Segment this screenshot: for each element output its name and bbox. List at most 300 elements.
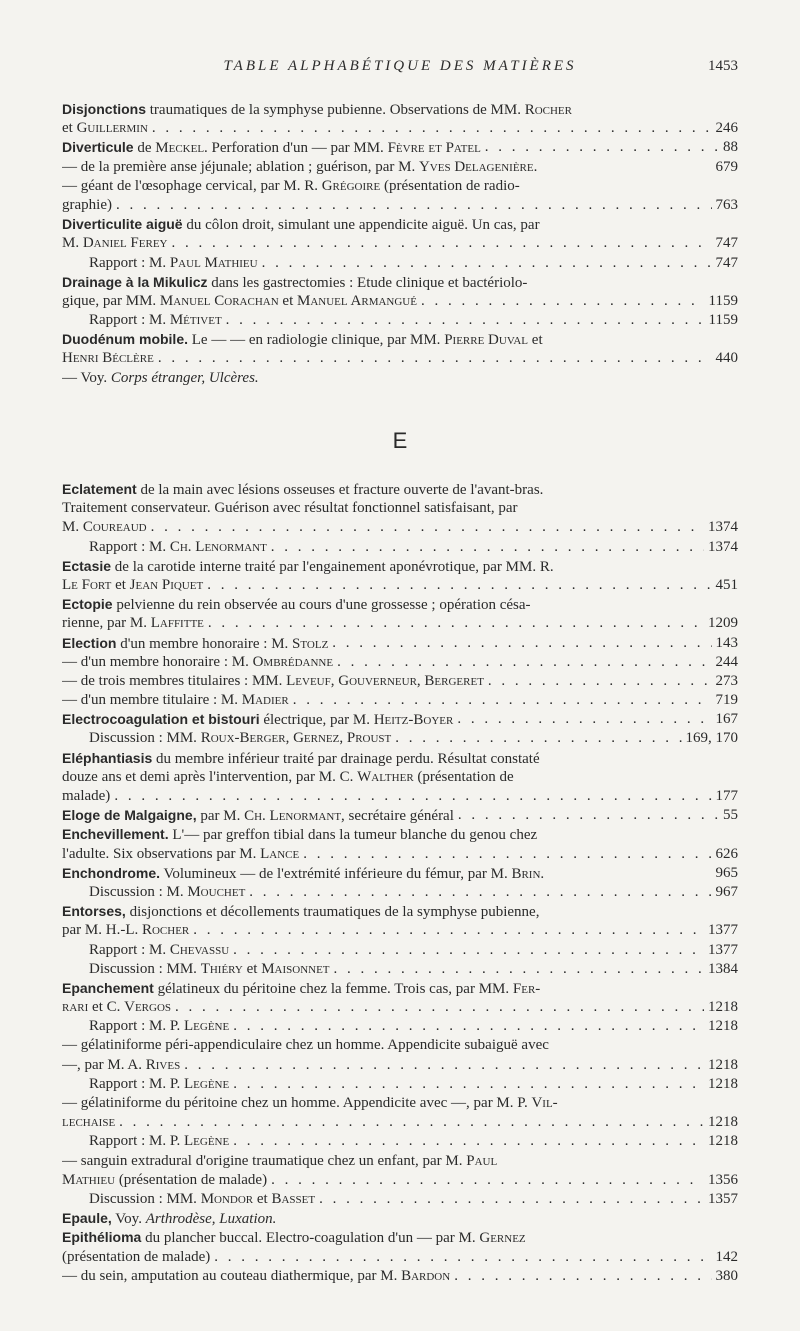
author-name: Madier (241, 692, 289, 709)
entry-body: et (62, 120, 77, 137)
entry-text (62, 349, 154, 368)
entry-body: Discussion : M. (89, 883, 188, 900)
leader-dots (421, 292, 705, 311)
page-reference: 451 (715, 576, 738, 593)
author-name: Fèvre et Patel (387, 140, 481, 157)
entry-text (62, 1094, 558, 1113)
author-name: Vergos (124, 999, 172, 1016)
entry-body: par M. H.-L. (62, 922, 142, 939)
leader-dots (303, 845, 711, 864)
entry-text (89, 1132, 229, 1151)
entry-body: et (111, 576, 130, 593)
entry-body: Traitement conservateur. Guérison avec résultat fonctionnel satisfaisant, par (62, 500, 518, 517)
leader-dots (293, 691, 712, 710)
author-name: Basset (271, 1190, 316, 1207)
index-entry-line (62, 1017, 738, 1036)
author-name: Walther (357, 768, 414, 785)
entry-body: Discussion : MM. (89, 730, 201, 747)
entry-text (62, 749, 540, 768)
author-name: Daniel Ferey (82, 235, 168, 252)
entry-body: — d'un membre titulaire : M. (62, 692, 242, 709)
entry-heading: Epithélioma (62, 1229, 142, 1246)
entry-body: , secrétaire général (341, 808, 454, 825)
page-reference: 1218 (708, 1056, 738, 1073)
index-block-e (62, 480, 738, 1286)
entry-body: dans les gastrectomies : Etude clinique et bactériolo- (207, 274, 528, 291)
entry-heading: Ectasie (62, 557, 112, 574)
page-reference: 1377 (708, 922, 738, 939)
entry-body: du membre inférieur traité par drainage perdu. Résultat constaté (152, 750, 540, 767)
index-entry-line (62, 1171, 738, 1190)
page-reference: 747 (715, 254, 738, 271)
index-entry-line (62, 979, 738, 998)
leader-dots (152, 119, 712, 138)
page-reference: 679 (715, 158, 738, 175)
leader-dots (337, 653, 711, 672)
entry-body: — du sein, amputation au couteau diathermique, par M. (62, 1267, 402, 1284)
index-entry-line (62, 653, 738, 672)
index-entry-line (62, 1094, 738, 1113)
entry-heading: Ectopie (62, 596, 113, 613)
author-name: Paul (466, 1152, 498, 1169)
page-reference: 1159 (708, 292, 738, 309)
entry-text (62, 1267, 450, 1286)
leader-dots (158, 349, 712, 368)
index-entry-line (62, 234, 738, 253)
entry-text (62, 1248, 210, 1267)
entry-body: Discussion : MM. (89, 1190, 201, 1207)
author-name: Guillermin (76, 120, 148, 137)
author-name: Legène (184, 1075, 230, 1092)
page-reference: 169, 170 (685, 730, 738, 747)
page-reference: 273 (715, 672, 738, 689)
index-entry-line (62, 311, 738, 330)
entry-text (62, 768, 514, 787)
author-name: Stolz (292, 635, 329, 652)
page-reference: 55 (723, 807, 738, 824)
entry-text (89, 960, 330, 979)
entry-text (62, 1036, 549, 1055)
index-entry-line (62, 1113, 738, 1132)
author-name: Coureaud (82, 519, 147, 536)
entry-body: graphie) (62, 196, 112, 213)
author-name: Mouchet (187, 883, 246, 900)
page-reference: 1218 (708, 1114, 738, 1131)
author-name: Ch. Lenormant (169, 538, 267, 555)
author-name: Vil- (531, 1095, 558, 1111)
entry-body: — Voy. (62, 369, 111, 386)
entry-text (62, 369, 259, 388)
author-name: Legène (184, 1133, 230, 1150)
page-reference: 965 (715, 864, 738, 881)
author-name: Le Fort (62, 576, 112, 593)
entry-text (62, 787, 110, 806)
entry-body: Le — — en radiologie clinique, par MM. (188, 332, 445, 349)
entry-heading: Eclatement (62, 481, 137, 497)
author-name: Mondor (200, 1190, 254, 1207)
index-entry-line (62, 1190, 738, 1209)
entry-body: et (253, 1190, 272, 1207)
entry-text (62, 864, 544, 883)
entry-text (62, 806, 454, 825)
entry-text (62, 595, 531, 614)
page-number: 1453 (708, 58, 738, 74)
page-reference: 142 (715, 1248, 738, 1265)
entry-body: malade) (62, 788, 111, 804)
author-name: Laffitte (150, 615, 204, 632)
author-name: Pierre Duval (444, 332, 529, 349)
entry-text (62, 196, 112, 215)
entry-text (62, 215, 540, 234)
cross-reference: Arthrodèse, Luxation. (145, 1211, 277, 1228)
entry-body: Rapport : M. (89, 312, 170, 329)
section-letter: E (392, 428, 408, 453)
page-reference: 167 (715, 711, 738, 728)
entry-body: — de trois membres titulaires : MM. (62, 672, 287, 689)
leader-dots (114, 787, 711, 806)
entry-text (62, 292, 417, 311)
page-reference: 747 (715, 235, 738, 252)
entry-body: et (528, 332, 543, 349)
index-entry-line (62, 273, 738, 292)
entry-text (62, 710, 453, 729)
entry-body: — sanguin extradural d'origine traumatique chez un enfant, par M. (62, 1152, 467, 1169)
entry-body: de la main avec lésions osseuses et fracture ouverte de l'avant-bras. (136, 482, 544, 498)
index-entry-line (62, 902, 738, 921)
author-name: Ombrédanne (252, 653, 334, 670)
author-name: lechaise (62, 1114, 116, 1131)
index-entry-line (62, 119, 738, 138)
index-entry-line (62, 960, 738, 979)
entry-heading: Disjonctions (62, 101, 147, 117)
author-name: Fer- (512, 980, 541, 997)
entry-body: (présentation de malade) (115, 1171, 268, 1188)
entry-heading: Electrocoagulation et bistouri (62, 711, 260, 728)
page-reference: 1218 (708, 1133, 738, 1150)
entry-text (62, 1171, 267, 1190)
index-entry-line (62, 825, 738, 844)
author-name: Gernez (479, 1230, 526, 1247)
leader-dots (226, 311, 705, 330)
leader-dots (319, 1190, 704, 1209)
index-entry-line (62, 806, 738, 825)
entry-body: . (540, 865, 545, 882)
author-name: Chevassu (169, 941, 230, 958)
index-entry-line (62, 1152, 738, 1171)
entry-text (89, 1017, 229, 1036)
page-reference: 1218 (708, 999, 738, 1016)
entry-body: et (278, 292, 297, 309)
entry-heading: Eléphantiasis (62, 749, 153, 766)
index-entry-line (62, 100, 738, 119)
entry-text (62, 902, 539, 921)
index-entry-line (62, 196, 738, 215)
leader-dots (193, 921, 704, 940)
leader-dots (332, 634, 711, 653)
index-entry-line (62, 749, 738, 768)
entry-body: (présentation de (413, 768, 514, 785)
author-name: Heitz-Boyer (373, 712, 454, 729)
index-entry-line (62, 369, 738, 388)
page-reference: 967 (715, 883, 738, 900)
index-entry-line (62, 1056, 738, 1075)
index-entry-line (62, 595, 738, 614)
leader-dots (457, 710, 711, 729)
entry-body: du plancher buccal. Electro-coagulation d'un — par M. (141, 1230, 480, 1247)
entry-text (89, 311, 222, 330)
index-entry-line (62, 1036, 738, 1055)
entry-body: pelvienne du rein observée au cours d'une grossesse ; opération césa- (112, 597, 531, 614)
leader-dots (171, 234, 711, 253)
entry-text (62, 634, 328, 653)
author-name: Mathieu (62, 1171, 116, 1188)
leader-dots (249, 883, 711, 902)
index-entry-line (62, 480, 738, 499)
entry-body: M. (62, 519, 83, 536)
entry-body: —, par M. A. (62, 1056, 146, 1073)
entry-text (62, 979, 540, 998)
entry-heading: Duodénum mobile. (62, 331, 188, 348)
index-entry-line (62, 634, 738, 653)
entry-body: Volumineux — de l'extrémité inférieure du fémur, par M. (160, 865, 512, 882)
index-entry-line (62, 576, 738, 595)
index-entry-line (62, 691, 738, 710)
entry-body: M. (62, 235, 83, 252)
page-reference: 244 (715, 653, 738, 670)
entry-text (62, 138, 481, 157)
author-name: rari (62, 999, 89, 1016)
leader-dots (233, 1132, 704, 1151)
entry-text (89, 729, 391, 748)
entry-text (62, 691, 289, 710)
entry-body: de (133, 140, 156, 157)
leader-dots (233, 1017, 704, 1036)
entry-body: d'un membre honoraire : M. (116, 635, 293, 652)
entry-body: et C. (88, 999, 125, 1016)
entry-text (62, 921, 189, 940)
running-title: TABLE ALPHABÉTIQUE DES MATIÈRES (223, 58, 577, 74)
entry-text (62, 518, 147, 537)
entry-body: L'— par greffon tibial dans la tumeur blanche du genou chez (168, 827, 538, 844)
page-reference: 763 (715, 196, 738, 213)
page-reference: 1374 (708, 538, 738, 555)
entry-text (89, 1190, 315, 1209)
entry-heading: Election (62, 634, 117, 651)
index-entry-line (62, 883, 738, 902)
author-name: Ch. Lenormant (244, 808, 342, 825)
author-name: Manuel Armangué (297, 292, 417, 309)
entry-body: . Perforation d'un — par MM. (204, 140, 388, 157)
entry-heading: Epanchement (62, 979, 154, 996)
author-name: Rocher (524, 102, 572, 118)
entry-text (62, 330, 543, 349)
index-entry-line (62, 138, 738, 157)
entry-text (89, 538, 267, 557)
entry-body: . (533, 158, 538, 175)
entry-text (62, 273, 527, 292)
author-name: Bardon (401, 1267, 451, 1284)
author-name: Rives (145, 1056, 181, 1073)
index-entry-line (62, 177, 738, 196)
index-block-d (62, 100, 738, 388)
entry-body: gélatineux du péritoine chez la femme. Trois cas, par MM. (153, 980, 513, 997)
author-name: Brin (511, 865, 541, 882)
author-name: Thiéry (200, 960, 243, 977)
author-name: Leveuf, Gouverneur, Bergeret (286, 672, 484, 689)
entry-body: douze ans et demi après l'intervention, par M. C. (62, 768, 358, 785)
index-entry-line (62, 557, 738, 576)
author-name: Jean Piquet (129, 576, 204, 593)
index-entry-line (62, 845, 738, 864)
index-entry-line (62, 254, 738, 273)
index-entry-line (62, 292, 738, 311)
entry-heading: Enchondrome. (62, 864, 161, 881)
index-entry-line (62, 499, 738, 518)
leader-dots (208, 614, 704, 633)
index-entry-line (62, 538, 738, 557)
page-reference: 1357 (708, 1190, 738, 1207)
author-name: Rocher (141, 922, 190, 939)
entry-body: Rapport : M. (89, 254, 170, 271)
entry-text (62, 1152, 497, 1171)
leader-dots (151, 518, 704, 537)
leader-dots (233, 1075, 704, 1094)
index-entry-line (62, 672, 738, 691)
page-reference: 1377 (708, 941, 738, 958)
page-reference: 1159 (708, 312, 738, 329)
page-reference: 1209 (708, 615, 738, 632)
leader-dots (119, 1113, 704, 1132)
leader-dots (458, 806, 719, 825)
entry-body: disjonctions et décollements traumatiques de la symphyse pubienne, (125, 904, 540, 921)
entry-text (62, 158, 537, 177)
entry-text (62, 845, 299, 864)
entry-body: — d'un membre honoraire : M. (62, 653, 253, 670)
index-entry-line (62, 1075, 738, 1094)
entry-body: Rapport : M. (89, 941, 170, 958)
page-reference: 1218 (708, 1018, 738, 1035)
entry-body: Discussion : MM. (89, 960, 201, 977)
entry-body: — gélatiniforme péri-appendiculaire chez un homme. Appendicite subaiguë avec (62, 1037, 549, 1054)
entry-text (89, 254, 258, 273)
leader-dots (116, 196, 712, 215)
index-entry-line (62, 1228, 738, 1247)
index-entry-line (62, 710, 738, 729)
entry-text (62, 100, 572, 119)
entry-body: et (242, 960, 262, 977)
leader-dots (454, 1267, 711, 1286)
page-reference: 626 (715, 845, 738, 862)
index-entry-line (62, 768, 738, 787)
leader-dots (395, 729, 681, 748)
index-entry-line (62, 729, 738, 748)
entry-text (89, 941, 229, 960)
entry-body: traumatiques de la symphyse pubienne. Observations de MM. (146, 102, 525, 118)
author-name: Yves Delagenière (418, 158, 534, 175)
entry-body: — géant de l'œsophage cervical, par M. R. (62, 177, 322, 194)
author-name: Métivet (169, 312, 222, 329)
entry-heading: Diverticule (62, 139, 134, 156)
entry-body: Voy. (111, 1211, 146, 1228)
leader-dots (262, 254, 712, 273)
leader-dots (271, 538, 704, 557)
entry-text (62, 1113, 115, 1132)
page-reference: 143 (715, 634, 738, 651)
leader-dots (233, 941, 704, 960)
entry-text (62, 825, 537, 844)
page-reference: 719 (715, 692, 738, 709)
leader-dots (485, 138, 719, 157)
index-entry-line (62, 1248, 738, 1267)
entry-body: (présentation de malade) (62, 1248, 211, 1265)
author-name: Henri Béclère (62, 350, 154, 367)
page-reference: 440 (715, 350, 738, 367)
entry-text (62, 1056, 180, 1075)
entry-text (62, 234, 167, 253)
index-entry-line (62, 330, 738, 349)
page-reference: 246 (715, 120, 738, 137)
entry-text (62, 576, 203, 595)
entry-body: gique, par MM. (62, 292, 160, 309)
author-name: Meckel (155, 140, 205, 157)
index-entry-line (62, 1209, 738, 1228)
index-entry-line (62, 941, 738, 960)
entry-body: rienne, par M. (62, 615, 151, 632)
page-reference: 177 (715, 788, 738, 804)
entry-text (62, 499, 518, 518)
page-reference: 1384 (708, 960, 738, 977)
entry-text (62, 177, 520, 196)
leader-dots (271, 1171, 704, 1190)
entry-body: électrique, par M. (259, 712, 374, 729)
entry-text (62, 998, 171, 1017)
index-entry-line (62, 614, 738, 633)
index-entry-line (62, 1132, 738, 1151)
entry-text (89, 883, 245, 902)
author-name: Grégoire (321, 177, 381, 194)
index-entry-line (62, 787, 738, 806)
entry-body: (présentation de radio- (380, 177, 520, 194)
index-entry-line (62, 158, 738, 177)
entry-body: Rapport : M. P. (89, 1018, 185, 1035)
leader-dots (334, 960, 704, 979)
entry-body: de la carotide interne traité par l'engainement aponévrotique, par MM. R. (111, 558, 554, 575)
entry-text (62, 1209, 276, 1228)
page-reference: 1374 (708, 519, 738, 536)
entry-body: par M. (196, 808, 245, 825)
author-name: Legène (184, 1018, 230, 1035)
entry-body: du côlon droit, simulant une appendicite aiguë. Un cas, par (182, 217, 540, 234)
entry-heading: Epaule, (62, 1210, 112, 1227)
entry-heading: Enchevillement. (62, 826, 169, 843)
author-name: Manuel Corachan (159, 292, 279, 309)
entry-body: — de la première anse jéjunale; ablation ; guérison, par M. (62, 158, 419, 175)
entry-text (62, 480, 543, 499)
page-reference: 380 (715, 1267, 738, 1284)
entry-heading: Drainage à la Mikulicz (62, 273, 208, 290)
author-name: Paul Mathieu (169, 254, 258, 271)
index-entry-line (62, 998, 738, 1017)
page-reference: 1218 (708, 1075, 738, 1092)
index-entry-line (62, 518, 738, 537)
index-entry-line (62, 921, 738, 940)
entry-body: Rapport : M. (89, 538, 170, 555)
entry-text (62, 119, 148, 138)
index-entry-line (62, 215, 738, 234)
entry-heading: Entorses, (62, 903, 126, 920)
entry-text (89, 1075, 229, 1094)
author-name: Lance (260, 845, 300, 862)
